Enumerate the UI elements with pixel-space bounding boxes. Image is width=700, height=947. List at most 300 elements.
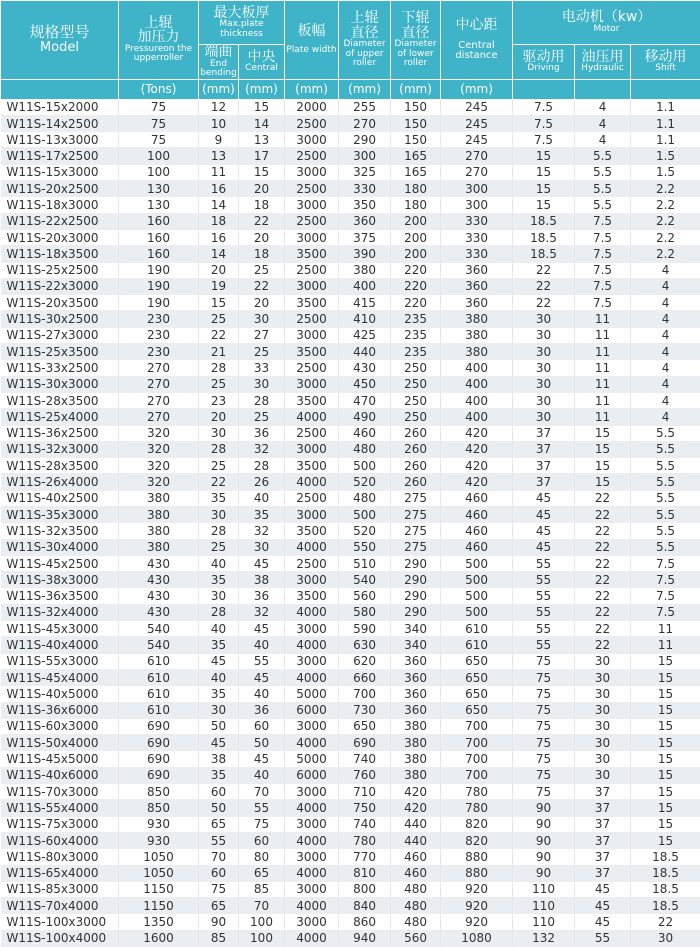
cell-central-distance: 700: [441, 751, 513, 767]
cell-lower-diameter: 290: [391, 588, 441, 604]
cell-central: 13: [239, 132, 285, 148]
cell-pressure: 430: [119, 588, 199, 604]
cell-central-distance: 650: [441, 686, 513, 702]
cell-driving: 110: [513, 881, 575, 897]
cell-width: 5000: [285, 686, 339, 702]
cell-upper-diameter: 460: [339, 425, 391, 441]
cell-driving: 30: [513, 376, 575, 392]
cell-model: W11S-28x3500: [1, 392, 119, 408]
cell-model: W11S-45x3000: [1, 621, 119, 637]
table-row: [1, 392, 700, 408]
cell-end-bending: 25: [199, 539, 239, 555]
cell-driving: 55: [513, 621, 575, 637]
cell-hydraulic: 7.5: [575, 262, 631, 278]
cell-driving: 7.5: [513, 132, 575, 148]
cell-pressure: 130: [119, 197, 199, 213]
cell-width: 3000: [285, 132, 339, 148]
cell-end-bending: 18: [199, 213, 239, 229]
cell-central: 85: [239, 881, 285, 897]
cell-upper-diameter: 480: [339, 441, 391, 457]
cell-model: W11S-100x3000: [1, 914, 119, 930]
cell-hydraulic: 4: [575, 99, 631, 115]
cell-lower-diameter: 165: [391, 148, 441, 164]
cell-central-distance: 460: [441, 539, 513, 555]
cell-upper-diameter: 550: [339, 539, 391, 555]
cell-shift: 2.2: [631, 246, 700, 262]
cell-lower-diameter: 440: [391, 832, 441, 848]
cell-hydraulic: 5.5: [575, 164, 631, 180]
cell-shift: 4: [631, 392, 700, 408]
cell-width: 2500: [285, 360, 339, 376]
unit-model: [1, 79, 119, 99]
cell-model: W11S-25x2500: [1, 262, 119, 278]
cell-width: 4000: [285, 865, 339, 881]
cell-upper-diameter: 325: [339, 164, 391, 180]
cell-central-distance: 380: [441, 311, 513, 327]
table-row: [1, 621, 700, 637]
cell-pressure: 690: [119, 718, 199, 734]
cell-end-bending: 28: [199, 441, 239, 457]
cell-end-bending: 90: [199, 914, 239, 930]
table-row: [1, 295, 700, 311]
cell-pressure: 190: [119, 262, 199, 278]
cell-central: 18: [239, 197, 285, 213]
cell-upper-diameter: 810: [339, 865, 391, 881]
cell-lower-diameter: 250: [391, 392, 441, 408]
cell-end-bending: 16: [199, 229, 239, 245]
cell-central-distance: 420: [441, 425, 513, 441]
table-row: [1, 800, 700, 816]
cell-central-distance: 700: [441, 718, 513, 734]
table-row: [1, 327, 700, 343]
cell-central-distance: 245: [441, 132, 513, 148]
cell-width: 2500: [285, 115, 339, 131]
cell-upper-diameter: 415: [339, 295, 391, 311]
cell-width: 3500: [285, 392, 339, 408]
cell-upper-diameter: 360: [339, 213, 391, 229]
cell-upper-diameter: 490: [339, 409, 391, 425]
cell-upper-diameter: 780: [339, 832, 391, 848]
cell-model: W11S-40x6000: [1, 767, 119, 783]
cell-end-bending: 25: [199, 376, 239, 392]
cell-lower-diameter: 480: [391, 898, 441, 914]
cell-central: 28: [239, 458, 285, 474]
cell-lower-diameter: 275: [391, 523, 441, 539]
cell-shift: 15: [631, 816, 700, 832]
cell-pressure: 1050: [119, 865, 199, 881]
cell-end-bending: 28: [199, 360, 239, 376]
cell-upper-diameter: 480: [339, 490, 391, 506]
cell-pressure: 1150: [119, 898, 199, 914]
cell-central: 36: [239, 588, 285, 604]
cell-model: W11S-55x4000: [1, 800, 119, 816]
cell-shift: 15: [631, 784, 700, 800]
cell-hydraulic: 30: [575, 653, 631, 669]
cell-lower-diameter: 480: [391, 881, 441, 897]
cell-width: 3000: [285, 718, 339, 734]
table-row: [1, 718, 700, 734]
table-row: [1, 344, 700, 360]
cell-end-bending: 16: [199, 181, 239, 197]
cell-upper-diameter: 800: [339, 881, 391, 897]
cell-upper-diameter: 520: [339, 474, 391, 490]
cell-width: 3000: [285, 441, 339, 457]
cell-shift: 15: [631, 718, 700, 734]
cell-central-distance: 700: [441, 735, 513, 751]
cell-central-distance: 500: [441, 604, 513, 620]
cell-model: W11S-13x3000: [1, 132, 119, 148]
cell-central: 32: [239, 441, 285, 457]
cell-central-distance: 460: [441, 523, 513, 539]
unit-end: (mm): [199, 79, 239, 99]
cell-end-bending: 35: [199, 686, 239, 702]
cell-width: 3000: [285, 572, 339, 588]
cell-lower-diameter: 360: [391, 669, 441, 685]
cell-model: W11S-70x4000: [1, 898, 119, 914]
cell-central: 32: [239, 523, 285, 539]
cell-lower-diameter: 250: [391, 409, 441, 425]
cell-model: W11S-17x2500: [1, 148, 119, 164]
cell-hydraulic: 11: [575, 360, 631, 376]
cell-model: W11S-75x3000: [1, 816, 119, 832]
cell-lower-diameter: 200: [391, 229, 441, 245]
table-row: [1, 425, 700, 441]
cell-central: 100: [239, 914, 285, 930]
cell-central-distance: 920: [441, 914, 513, 930]
cell-upper-diameter: 520: [339, 523, 391, 539]
table-row: [1, 653, 700, 669]
cell-driving: 90: [513, 832, 575, 848]
table-row: [1, 898, 700, 914]
cell-shift: 5.5: [631, 474, 700, 490]
cell-end-bending: 12: [199, 99, 239, 115]
cell-driving: 15: [513, 181, 575, 197]
cell-lower-diameter: 200: [391, 246, 441, 262]
cell-end-bending: 20: [199, 409, 239, 425]
cell-central: 45: [239, 555, 285, 571]
cell-lower-diameter: 150: [391, 115, 441, 131]
table-row: [1, 702, 700, 718]
cell-upper-diameter: 630: [339, 637, 391, 653]
cell-pressure: 320: [119, 441, 199, 457]
cell-central: 17: [239, 148, 285, 164]
cell-width: 4000: [285, 898, 339, 914]
cell-upper-diameter: 540: [339, 572, 391, 588]
cell-model: W11S-15x3000: [1, 164, 119, 180]
cell-pressure: 270: [119, 409, 199, 425]
table-row: [1, 604, 700, 620]
cell-central-distance: 300: [441, 197, 513, 213]
header-pressure: 上辊 加压力 Pressureon the upperroller: [119, 1, 199, 80]
cell-central-distance: 820: [441, 832, 513, 848]
cell-central-distance: 360: [441, 262, 513, 278]
cell-width: 2500: [285, 181, 339, 197]
cell-shift: 4: [631, 409, 700, 425]
unit-width: (mm): [285, 79, 339, 99]
cell-hydraulic: 5.5: [575, 148, 631, 164]
cell-central: 100: [239, 930, 285, 946]
cell-shift: 2.2: [631, 213, 700, 229]
cell-model: W11S-22x3000: [1, 278, 119, 294]
cell-central: 40: [239, 767, 285, 783]
cell-hydraulic: 7.5: [575, 229, 631, 245]
cell-shift: 2.2: [631, 181, 700, 197]
cell-pressure: 100: [119, 164, 199, 180]
cell-pressure: 75: [119, 115, 199, 131]
cell-central: 55: [239, 800, 285, 816]
header-model: 规格型号 Model: [1, 1, 119, 80]
cell-end-bending: 35: [199, 490, 239, 506]
cell-driving: 75: [513, 751, 575, 767]
cell-hydraulic: 30: [575, 767, 631, 783]
cell-lower-diameter: 260: [391, 458, 441, 474]
cell-upper-diameter: 500: [339, 506, 391, 522]
table-row: [1, 148, 700, 164]
cell-central-distance: 500: [441, 555, 513, 571]
cell-hydraulic: 7.5: [575, 246, 631, 262]
cell-model: W11S-38x3000: [1, 572, 119, 588]
cell-pressure: 1150: [119, 881, 199, 897]
cell-end-bending: 65: [199, 816, 239, 832]
cell-lower-diameter: 440: [391, 816, 441, 832]
cell-model: W11S-40x5000: [1, 686, 119, 702]
cell-driving: 37: [513, 474, 575, 490]
cell-width: 3500: [285, 523, 339, 539]
table-row: [1, 914, 700, 930]
cell-upper-diameter: 430: [339, 360, 391, 376]
cell-lower-diameter: 380: [391, 751, 441, 767]
cell-central: 20: [239, 295, 285, 311]
cell-pressure: 160: [119, 213, 199, 229]
cell-pressure: 230: [119, 311, 199, 327]
table-row: [1, 409, 700, 425]
cell-central: 45: [239, 669, 285, 685]
cell-hydraulic: 11: [575, 376, 631, 392]
cell-central-distance: 360: [441, 278, 513, 294]
cell-model: W11S-33x2500: [1, 360, 119, 376]
cell-upper-diameter: 690: [339, 735, 391, 751]
cell-central-distance: 880: [441, 849, 513, 865]
cell-end-bending: 70: [199, 849, 239, 865]
table-row: [1, 99, 700, 115]
cell-upper-diameter: 375: [339, 229, 391, 245]
cell-width: 4000: [285, 474, 339, 490]
cell-upper-diameter: 560: [339, 588, 391, 604]
cell-hydraulic: 11: [575, 409, 631, 425]
cell-central: 15: [239, 164, 285, 180]
cell-hydraulic: 55: [575, 930, 631, 946]
cell-hydraulic: 30: [575, 702, 631, 718]
cell-pressure: 540: [119, 621, 199, 637]
cell-upper-diameter: 860: [339, 914, 391, 930]
cell-width: 2500: [285, 213, 339, 229]
header-thickness: 最大板厚 Max.plate thickness: [199, 1, 285, 45]
cell-model: W11S-45x5000: [1, 751, 119, 767]
cell-upper-diameter: 740: [339, 751, 391, 767]
cell-end-bending: 15: [199, 295, 239, 311]
cell-end-bending: 19: [199, 278, 239, 294]
cell-lower-diameter: 290: [391, 604, 441, 620]
cell-lower-diameter: 360: [391, 702, 441, 718]
header-end-bending: 端曲 End bending: [199, 45, 239, 80]
table-row: [1, 832, 700, 848]
cell-hydraulic: 7.5: [575, 278, 631, 294]
cell-pressure: 160: [119, 229, 199, 245]
cell-central-distance: 400: [441, 392, 513, 408]
cell-width: 2500: [285, 148, 339, 164]
table-row: [1, 588, 700, 604]
cell-upper-diameter: 400: [339, 278, 391, 294]
cell-central-distance: 460: [441, 506, 513, 522]
table-row: [1, 213, 700, 229]
cell-model: W11S-26x4000: [1, 474, 119, 490]
cell-pressure: 270: [119, 392, 199, 408]
cell-end-bending: 23: [199, 392, 239, 408]
cell-pressure: 610: [119, 669, 199, 685]
cell-lower-diameter: 360: [391, 653, 441, 669]
cell-width: 2500: [285, 262, 339, 278]
cell-central: 14: [239, 115, 285, 131]
cell-driving: 90: [513, 816, 575, 832]
cell-model: W11S-22x2500: [1, 213, 119, 229]
cell-width: 3500: [285, 458, 339, 474]
cell-model: W11S-40x2500: [1, 490, 119, 506]
cell-model: W11S-85x3000: [1, 881, 119, 897]
cell-upper-diameter: 450: [339, 376, 391, 392]
cell-central-distance: 1080: [441, 930, 513, 946]
cell-pressure: 1600: [119, 930, 199, 946]
cell-pressure: 320: [119, 425, 199, 441]
cell-pressure: 1050: [119, 849, 199, 865]
cell-width: 2500: [285, 490, 339, 506]
cell-driving: 30: [513, 409, 575, 425]
cell-central-distance: 330: [441, 246, 513, 262]
cell-driving: 90: [513, 865, 575, 881]
cell-width: 3000: [285, 881, 339, 897]
cell-end-bending: 25: [199, 458, 239, 474]
cell-width: 4000: [285, 539, 339, 555]
cell-end-bending: 14: [199, 246, 239, 262]
cell-shift: 5.5: [631, 506, 700, 522]
cell-hydraulic: 22: [575, 588, 631, 604]
cell-model: W11S-30x3000: [1, 376, 119, 392]
header-shift: 移动用 Shift: [631, 45, 700, 80]
cell-driving: 75: [513, 669, 575, 685]
cell-central: 28: [239, 392, 285, 408]
header-central-distance: 中心距 Central distance: [441, 1, 513, 80]
cell-driving: 18.5: [513, 213, 575, 229]
header-hydraulic: 油压用 Hydraulic: [575, 45, 631, 80]
table-row: [1, 278, 700, 294]
cell-end-bending: 35: [199, 572, 239, 588]
cell-central: 26: [239, 474, 285, 490]
cell-shift: 4: [631, 278, 700, 294]
cell-shift: 1.1: [631, 132, 700, 148]
cell-upper-diameter: 500: [339, 458, 391, 474]
cell-upper-diameter: 580: [339, 604, 391, 620]
cell-driving: 15: [513, 148, 575, 164]
cell-width: 3500: [285, 295, 339, 311]
cell-shift: 2.2: [631, 229, 700, 245]
cell-lower-diameter: 420: [391, 784, 441, 800]
cell-width: 4000: [285, 930, 339, 946]
cell-width: 5000: [285, 751, 339, 767]
cell-width: 3000: [285, 784, 339, 800]
table-row: [1, 849, 700, 865]
cell-width: 4000: [285, 604, 339, 620]
cell-end-bending: 10: [199, 115, 239, 131]
table-row: [1, 523, 700, 539]
cell-model: W11S-40x4000: [1, 637, 119, 653]
cell-width: 3000: [285, 914, 339, 930]
cell-shift: 4: [631, 262, 700, 278]
cell-lower-diameter: 420: [391, 800, 441, 816]
table-row: [1, 360, 700, 376]
cell-hydraulic: 37: [575, 865, 631, 881]
cell-central: 25: [239, 262, 285, 278]
cell-model: W11S-65x4000: [1, 865, 119, 881]
table-row: [1, 767, 700, 783]
cell-end-bending: 60: [199, 784, 239, 800]
cell-shift: 15: [631, 832, 700, 848]
cell-pressure: 540: [119, 637, 199, 653]
cell-width: 3000: [285, 197, 339, 213]
cell-hydraulic: 11: [575, 392, 631, 408]
cell-end-bending: 13: [199, 148, 239, 164]
cell-central-distance: 650: [441, 653, 513, 669]
cell-model: W11S-20x3000: [1, 229, 119, 245]
cell-upper-diameter: 440: [339, 344, 391, 360]
cell-pressure: 380: [119, 539, 199, 555]
cell-central-distance: 920: [441, 881, 513, 897]
table-row: [1, 458, 700, 474]
cell-central-distance: 780: [441, 800, 513, 816]
cell-driving: 75: [513, 702, 575, 718]
cell-driving: 75: [513, 767, 575, 783]
cell-lower-diameter: 235: [391, 344, 441, 360]
cell-central: 60: [239, 718, 285, 734]
cell-model: W11S-14x2500: [1, 115, 119, 131]
cell-width: 3500: [285, 344, 339, 360]
cell-end-bending: 25: [199, 311, 239, 327]
cell-shift: 5.5: [631, 539, 700, 555]
cell-width: 4000: [285, 669, 339, 685]
cell-model: W11S-15x2000: [1, 99, 119, 115]
cell-pressure: 130: [119, 181, 199, 197]
cell-width: 3000: [285, 621, 339, 637]
cell-lower-diameter: 380: [391, 718, 441, 734]
cell-pressure: 380: [119, 523, 199, 539]
unit-hydraulic: [575, 79, 631, 99]
cell-central: 36: [239, 425, 285, 441]
cell-model: W11S-32x3000: [1, 441, 119, 457]
cell-upper-diameter: 270: [339, 115, 391, 131]
cell-width: 4000: [285, 409, 339, 425]
cell-pressure: 1350: [119, 914, 199, 930]
cell-upper-diameter: 425: [339, 327, 391, 343]
cell-shift: 18.5: [631, 865, 700, 881]
cell-central: 40: [239, 490, 285, 506]
cell-lower-diameter: 275: [391, 490, 441, 506]
cell-central-distance: 420: [441, 441, 513, 457]
table-row: [1, 816, 700, 832]
cell-lower-diameter: 380: [391, 735, 441, 751]
unit-shift: [631, 79, 700, 99]
cell-central-distance: 360: [441, 295, 513, 311]
cell-hydraulic: 5.5: [575, 181, 631, 197]
cell-central-distance: 780: [441, 784, 513, 800]
cell-upper-diameter: 660: [339, 669, 391, 685]
